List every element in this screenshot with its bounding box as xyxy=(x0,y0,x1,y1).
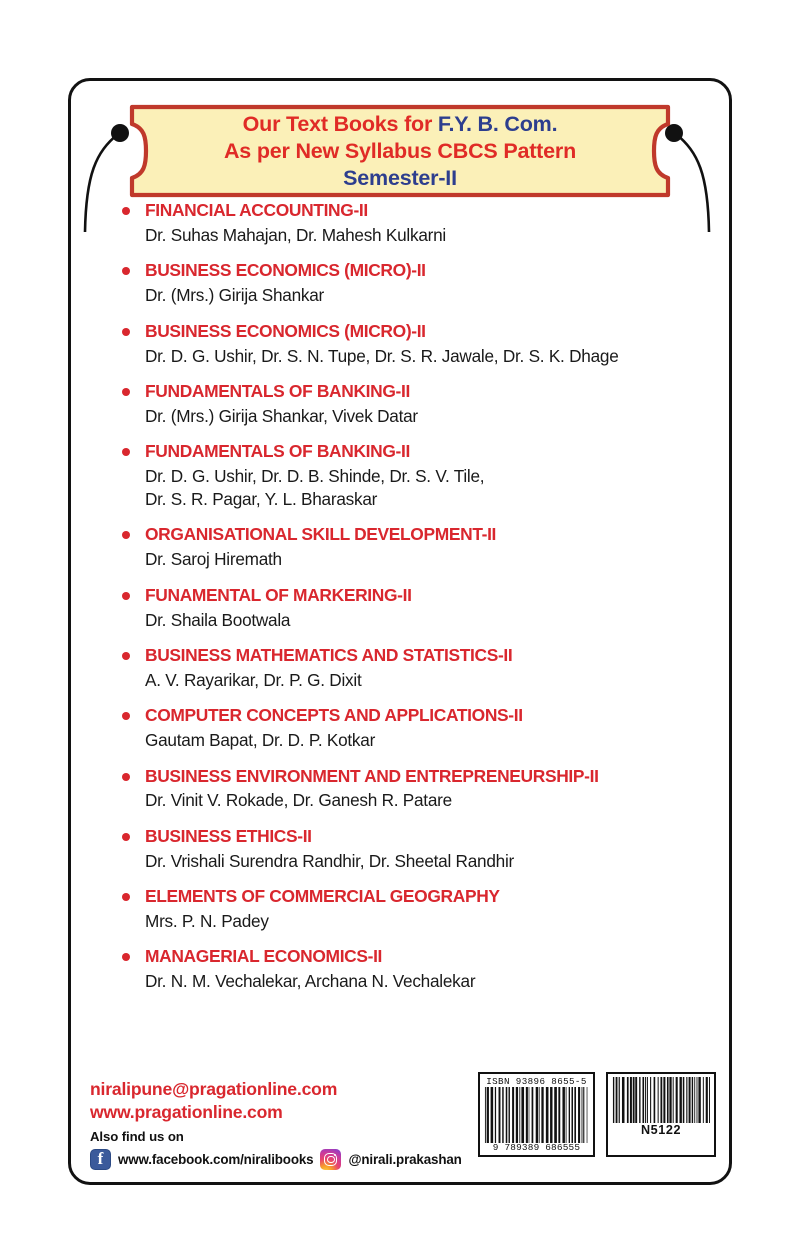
book-title: FINANCIAL ACCOUNTING-II xyxy=(145,200,368,220)
social-links-row xyxy=(90,1149,490,1170)
also-find-us-label: Also find us on xyxy=(90,1128,184,1144)
internal-code-barcode xyxy=(606,1072,716,1157)
book-item xyxy=(118,585,718,632)
book-title: COMPUTER CONCEPTS AND APPLICATIONS-II xyxy=(145,705,523,726)
banner-line-2: As per New Syllabus CBCS Pattern xyxy=(223,139,577,163)
book-author-line: A. V. Rayarikar, Dr. P. G. Dixit xyxy=(145,669,362,690)
book-title: MANAGERIAL ECONOMICS-II xyxy=(145,946,383,967)
bullet-icon xyxy=(122,267,130,275)
book-author-line: Mrs. P. N. Padey xyxy=(145,911,269,932)
barcode-group xyxy=(478,1072,716,1157)
book-authors xyxy=(145,405,718,428)
bullet-icon xyxy=(122,531,130,539)
book-item xyxy=(118,381,718,428)
bullet-icon xyxy=(122,592,130,600)
book-title: FUNDAMENTALS OF BANKING-II xyxy=(145,441,410,462)
bullet-icon xyxy=(122,893,130,901)
book-authors xyxy=(145,729,718,752)
book-item xyxy=(118,705,718,752)
book-title: FUNAMENTAL OF MARKERING-II xyxy=(145,584,412,605)
book-title: ELEMENTS OF COMMERCIAL GEOGRAPHY xyxy=(145,886,500,907)
book-authors xyxy=(145,609,718,632)
book-item xyxy=(118,524,718,571)
book-item xyxy=(118,260,718,307)
book-title: BUSINESS ECONOMICS (MICRO)-II xyxy=(145,260,426,281)
book-title: BUSINESS ETHICS-II xyxy=(145,825,312,846)
book-author-line: Dr. (Mrs.) Girija Shankar, Vivek Datar xyxy=(145,405,418,426)
book-item xyxy=(118,200,718,247)
bullet-icon xyxy=(122,652,130,660)
book-author-line: Gautam Bapat, Dr. D. P. Kotkar xyxy=(145,730,376,751)
book-authors xyxy=(145,910,718,933)
book-author-line: Dr. Shaila Bootwala xyxy=(145,609,291,630)
bullet-icon xyxy=(122,388,130,396)
book-author-line: Dr. Saroj Hiremath xyxy=(145,549,282,570)
bullet-icon xyxy=(122,773,130,781)
book-title: BUSINESS MATHEMATICS AND STATISTICS-II xyxy=(145,644,513,665)
book-authors xyxy=(145,284,718,307)
book-author-line: Dr. Suhas Mahajan, Dr. Mahesh Kulkarni xyxy=(145,224,446,245)
book-list xyxy=(118,200,718,1007)
isbn-barcode-bars xyxy=(484,1087,589,1143)
footer-contact xyxy=(90,1078,490,1170)
book-item xyxy=(118,441,718,511)
instagram-icon[interactable] xyxy=(320,1149,341,1170)
instagram-handle[interactable]: @nirali.prakashan xyxy=(348,1151,462,1167)
book-authors xyxy=(145,548,718,571)
bullet-icon xyxy=(122,448,130,456)
banner-line-3: Semester-II xyxy=(343,166,457,190)
book-authors xyxy=(145,465,718,511)
bullet-icon xyxy=(122,712,130,720)
book-authors xyxy=(145,970,718,993)
book-item xyxy=(118,946,718,993)
book-author-line: Dr. D. G. Ushir, Dr. S. N. Tupe, Dr. S. R. Jawale, Dr. S. K. Dhage xyxy=(145,345,619,366)
isbn-barcode xyxy=(478,1072,595,1157)
book-authors xyxy=(145,224,718,247)
book-title: BUSINESS ECONOMICS (MICRO)-II xyxy=(145,320,426,341)
book-author-line: Dr. D. G. Ushir, Dr. D. B. Shinde, Dr. S. V. Tile, xyxy=(145,466,485,487)
isbn-digits: 9 789389 686555 xyxy=(492,1142,581,1154)
book-title: ORGANISATIONAL SKILL DEVELOPMENT-II xyxy=(145,524,497,545)
header-banner xyxy=(118,104,682,198)
book-authors xyxy=(145,669,718,692)
book-item xyxy=(118,645,718,692)
bullet-icon xyxy=(122,953,130,961)
book-authors xyxy=(145,789,718,812)
internal-code-bars xyxy=(612,1077,710,1123)
facebook-icon[interactable] xyxy=(90,1149,111,1170)
website-link[interactable]: www.pragationline.com xyxy=(90,1102,283,1123)
facebook-url[interactable]: www.facebook.com/niralibooks xyxy=(118,1151,314,1167)
book-author-line: Dr. N. M. Vechalekar, Archana N. Vechalekar xyxy=(145,971,476,992)
book-item xyxy=(118,886,718,933)
book-authors xyxy=(145,850,718,873)
book-item xyxy=(118,766,718,813)
isbn-label: ISBN 93896 8655-5 xyxy=(486,1076,587,1087)
book-title: FUNDAMENTALS OF BANKING-II xyxy=(145,380,410,401)
book-author-line: Dr. (Mrs.) Girija Shankar xyxy=(145,285,325,306)
banner-line-1-blue: F.Y. B. Com. xyxy=(437,112,558,136)
book-author-line: Dr. Vrishali Surendra Randhir, Dr. Sheetal Randhir xyxy=(145,850,514,871)
internal-code-text: N5122 xyxy=(640,1123,682,1137)
banner-line-1 xyxy=(243,111,558,137)
book-item xyxy=(118,826,718,873)
bullet-icon xyxy=(122,207,130,215)
book-author-line: Dr. S. R. Pagar, Y. L. Bharaskar xyxy=(145,488,378,509)
book-author-line: Dr. Vinit V. Rokade, Dr. Ganesh R. Patare xyxy=(145,790,452,811)
bullet-icon xyxy=(122,833,130,841)
email-link[interactable]: niralipune@pragationline.com xyxy=(90,1079,338,1099)
book-authors xyxy=(145,345,718,368)
book-title: BUSINESS ENVIRONMENT AND ENTREPRENEURSHIP-II xyxy=(145,765,599,786)
banner-line-1-red: Our Text Books for xyxy=(242,112,438,136)
book-item xyxy=(118,321,718,368)
bullet-icon xyxy=(122,328,130,336)
